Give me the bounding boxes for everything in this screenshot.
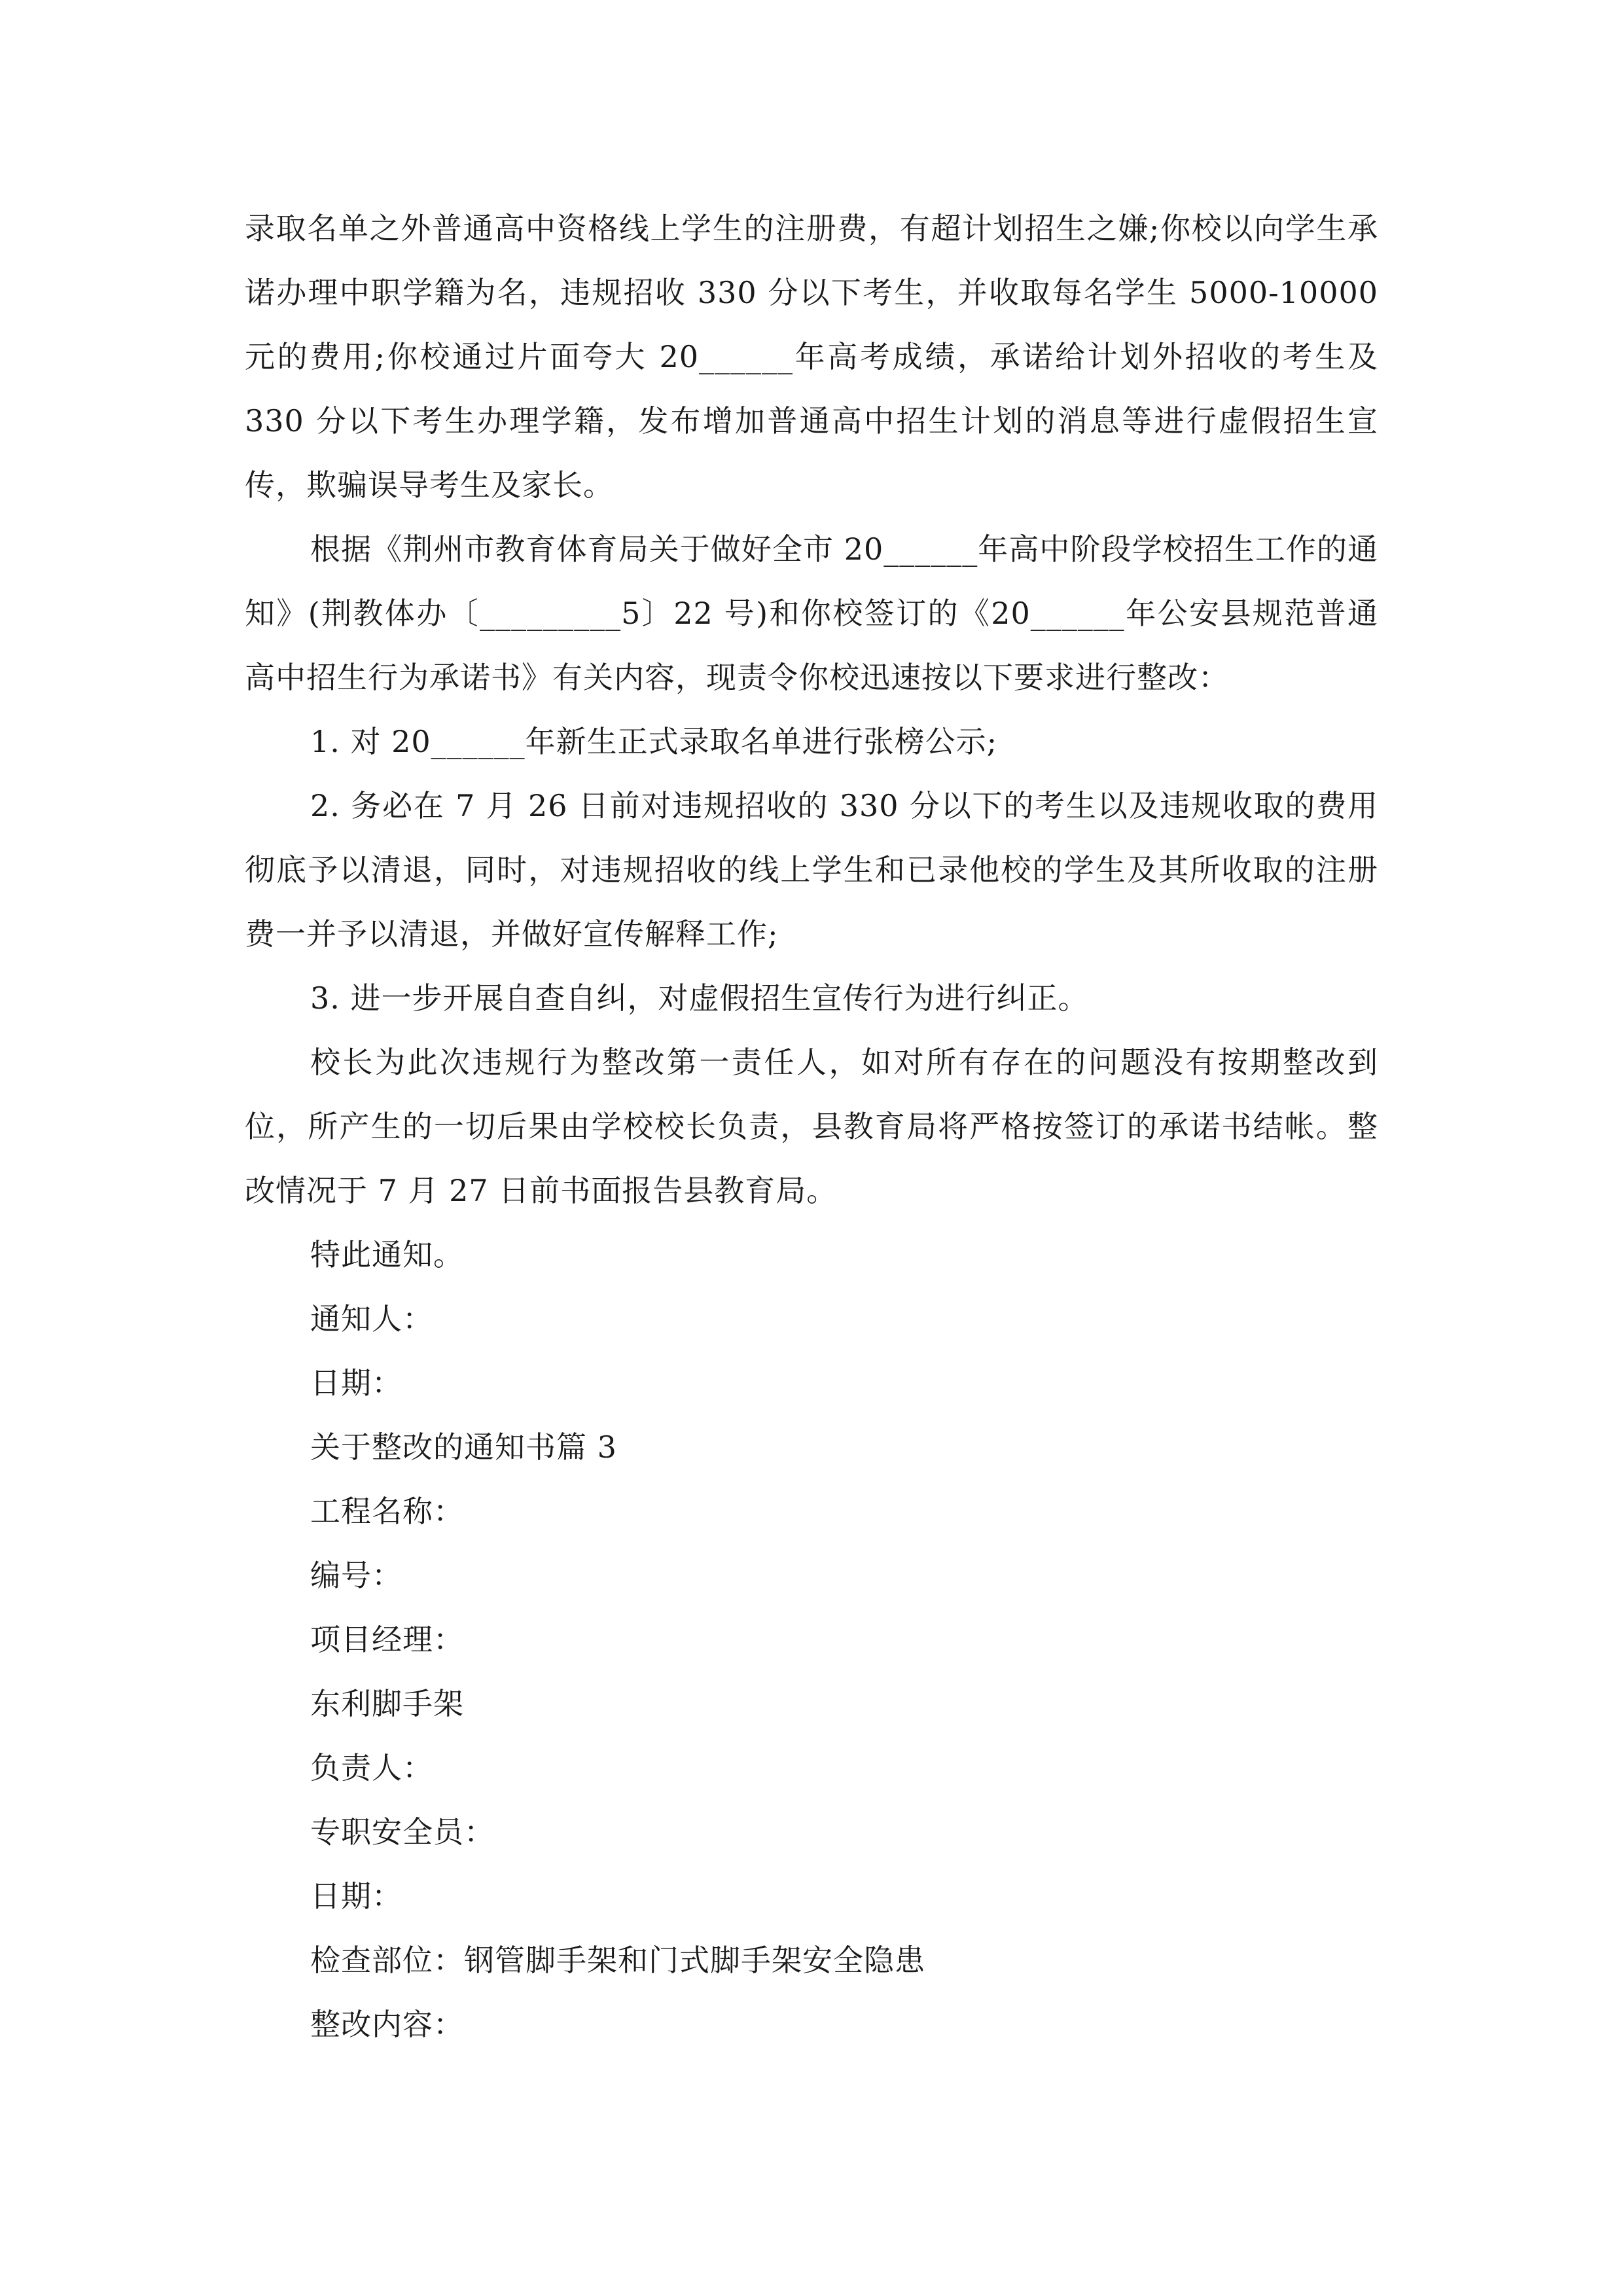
notifier-field: 通知人：	[310, 1301, 433, 1336]
project-name-field: 工程名称：	[310, 1494, 464, 1529]
date-field-2: 日期：	[310, 1878, 402, 1914]
date-field: 日期：	[310, 1365, 402, 1401]
company-name: 东利脚手架	[310, 1686, 464, 1721]
closing-line: 特此通知。	[310, 1237, 464, 1272]
paragraph-rectification-order: 根据《荆州市教育体育局关于做好全市 20______年高中阶段学校招生工作的通知》(荆教体办〔_________5〕22 号)和你校签订的《20______年公安县规范普通高中招生行为承诺书》有关内容，现责令你校迅速按以下要求进行整改：	[245, 531, 1378, 695]
paragraph-responsibility: 校长为此次违规行为整改第一责任人，如对所有存在的问题没有按期整改到位，所产生的一切后果由学校校长负责，县教育局将严格按签订的承诺书结帐。整改情况于 7 月 27 日前书面报告县教育局。	[245, 1045, 1378, 1208]
section-heading: 关于整改的通知书篇 3	[310, 1429, 617, 1465]
requirement-item-2: 2. 务必在 7 月 26 日前对违规招收的 330 分以下的考生以及违规收取的费用彻底予以清退，同时，对违规招收的线上学生和已录他校的学生及其所收取的注册费一并予以清退，并做好宣传解释工作;	[245, 788, 1378, 952]
number-field: 编号：	[310, 1558, 402, 1593]
safety-officer-field: 专职安全员：	[310, 1814, 495, 1850]
requirement-item-3: 3. 进一步开展自查自纠，对虚假招生宣传行为进行纠正。	[310, 980, 1089, 1016]
project-manager-field: 项目经理：	[310, 1622, 464, 1657]
rectification-content-field: 整改内容：	[310, 2007, 464, 2042]
inspection-area-field: 检查部位：钢管脚手架和门式脚手架安全隐患	[310, 1943, 925, 1978]
requirement-item-1: 1. 对 20______年新生正式录取名单进行张榜公示;	[310, 724, 998, 759]
paragraph-violations: 录取名单之外普通高中资格线上学生的注册费，有超计划招生之嫌;你校以向学生承诺办理中职学籍为名，违规招收 330 分以下考生，并收取每名学生 5000-10000 元的费用;你校通过片面夸大 20______年高考成绩，承诺给计划外招收的考生及 330 分以下考生办理学籍，发布增加普通高中招生计划的消息等进行虚假招生宣传，欺骗误导考生及家长。	[245, 211, 1378, 503]
document-body	[245, 196, 1378, 2056]
person-in-charge-field: 负责人：	[310, 1750, 433, 1785]
